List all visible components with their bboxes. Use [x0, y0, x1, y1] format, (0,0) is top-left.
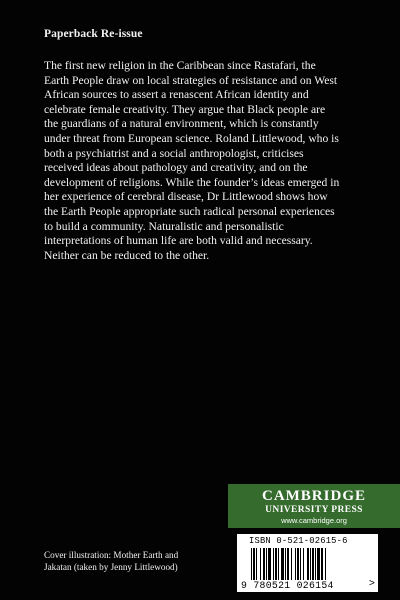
blurb-line: Earth People draw on local strategies of resistance and on West: [44, 73, 338, 87]
edition-label: Paperback Re-issue: [44, 28, 143, 40]
isbn-text: ISBN 0-521-02615-6: [249, 536, 348, 546]
barcode-number: 9 780521 026154: [241, 580, 334, 591]
blurb-line: Neither can be reduced to the other.: [44, 248, 210, 262]
blurb-line: her experience of cerebral disease, Dr Littlewood shows how: [44, 190, 328, 204]
blurb-line: received ideas about pathology and creativity, and on the: [44, 161, 308, 175]
blurb-line: interpretations of human life are both valid and necessary.: [44, 234, 313, 248]
blurb-line: African sources to assert a renascent African identity and: [44, 88, 309, 102]
publisher-logo: [228, 484, 400, 528]
back-cover-blurb: [44, 59, 366, 263]
credit-line: Cover illustration: Mother Earth and: [44, 550, 179, 560]
blurb-line: celebrate female creativity. They argue that Black people are: [44, 102, 326, 116]
blurb-line: to build a community. Naturalistic and personalistic: [44, 219, 284, 233]
barcode-bars: [251, 548, 369, 580]
publisher-subname: UNIVERSITY PRESS: [265, 505, 363, 515]
blurb-line: the Earth People appropriate such radical personal experiences: [44, 204, 335, 218]
barcode-box: [237, 534, 378, 592]
blurb-line: development of religions. While the founder’s ideas emerged in: [44, 175, 340, 189]
blurb-line: both a psychiatrist and a social anthropologist, criticises: [44, 146, 304, 160]
publisher-url: www.cambridge.org: [281, 516, 347, 525]
publisher-name: CAMBRIDGE: [261, 488, 366, 504]
barcode-trail-mark: >: [369, 578, 375, 589]
blurb-line: the guardians of a natural environment, which is constantly: [44, 117, 319, 131]
cover-illustration-credit: [44, 549, 224, 573]
blurb-line: under threat from European science. Roland Littlewood, who is: [44, 131, 339, 145]
blurb-line: The first new religion in the Caribbean since Rastafari, the: [44, 59, 316, 72]
publisher-block: [228, 484, 400, 600]
credit-line: Jakatan (taken by Jenny Littlewood): [44, 562, 178, 572]
